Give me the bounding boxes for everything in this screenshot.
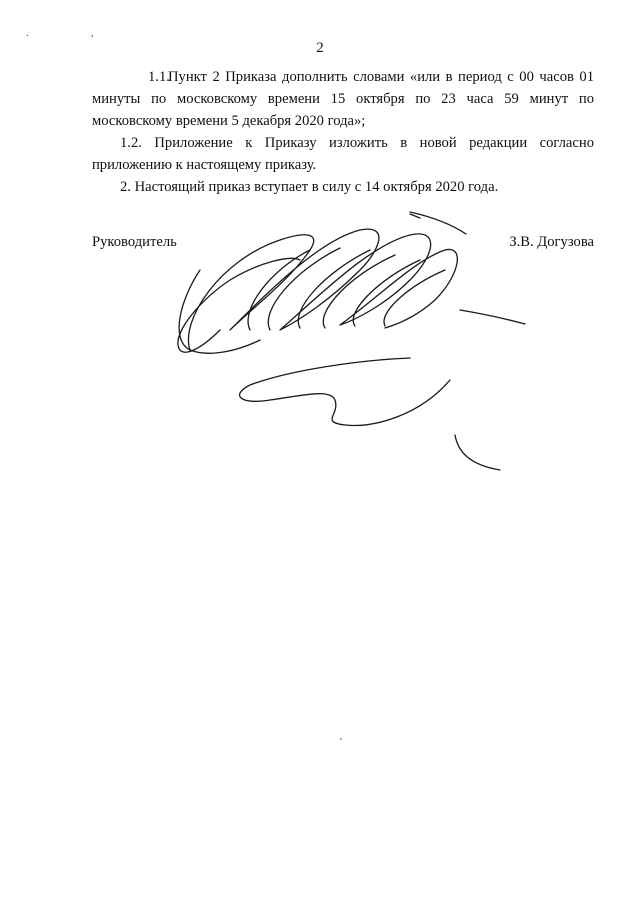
handwritten-signature-icon <box>160 200 540 480</box>
scan-specks: . , <box>26 28 124 39</box>
signer-role: Руководитель <box>92 234 177 250</box>
paragraph-number: 1.1. <box>148 69 170 85</box>
paragraph-text: Пункт 2 Приказа дополнить словами «или в период с 00 часов 01 минуты по московскому времени 15 октября по 23 часа 59 минут по московскому времени 5 декабря 2020 года»; <box>92 69 594 129</box>
document-body <box>92 66 594 198</box>
scan-dot <box>340 738 342 740</box>
page-number: 2 <box>316 40 324 56</box>
paragraph-1-1 <box>92 66 594 132</box>
paragraph-2: 2. Настоящий приказ вступает в силу с 14 октября 2020 года. <box>120 179 499 195</box>
signer-name: З.В. Догузова <box>509 234 594 250</box>
paragraph-1-2: 1.2. Приложение к Приказу изложить в новой редакции согласно приложению к настоящему приказу. <box>92 135 594 173</box>
